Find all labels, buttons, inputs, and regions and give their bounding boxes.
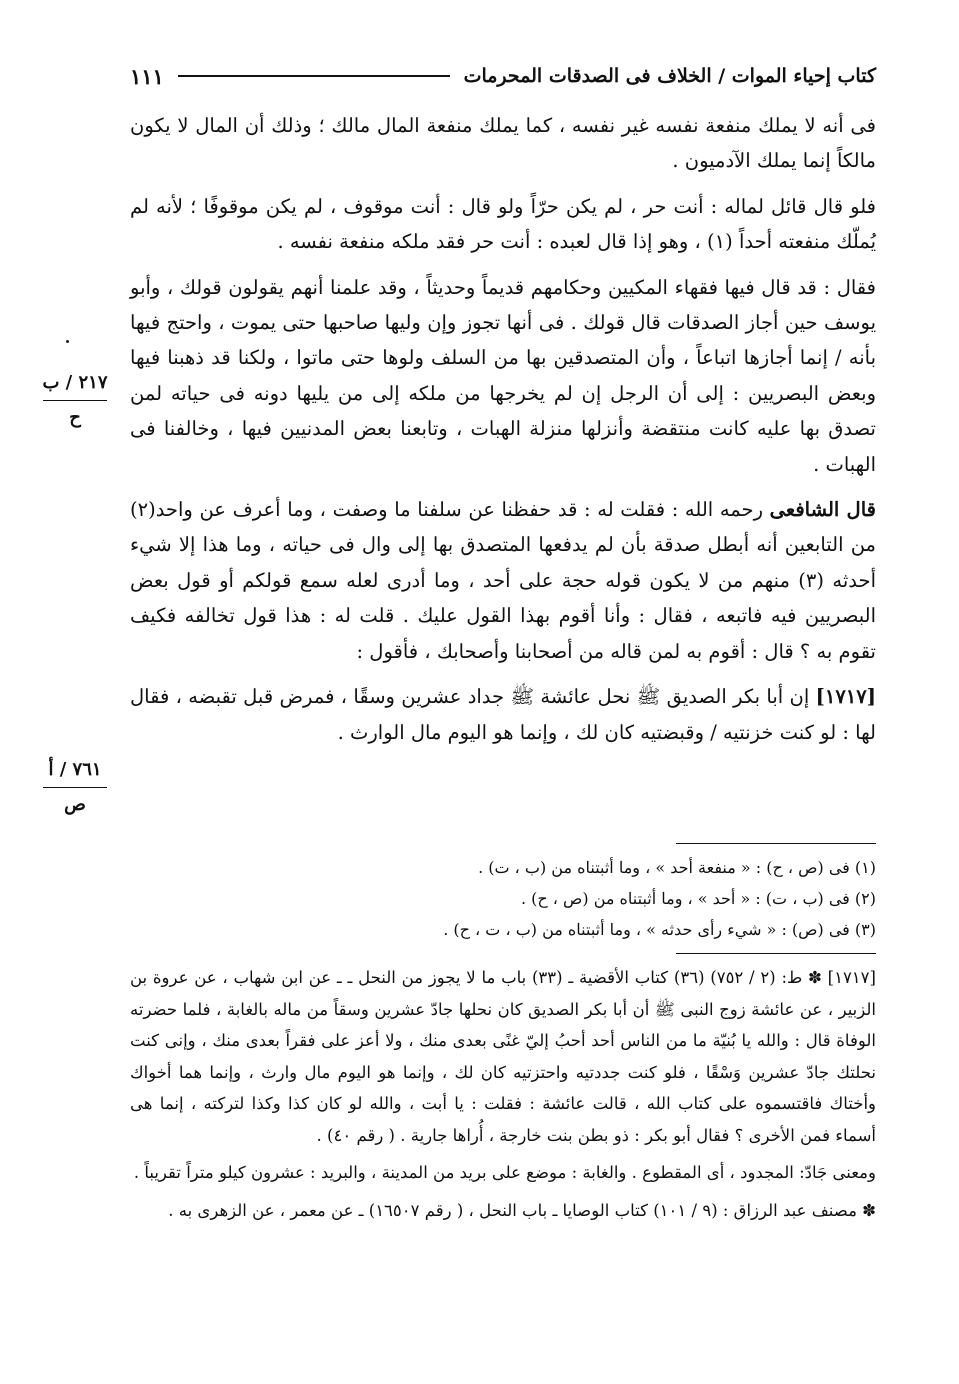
paragraph (130, 189, 876, 260)
running-header (130, 56, 876, 96)
margin-dot (66, 340, 69, 343)
commentary-paragraph: ✽ مصنف عبد الرزاق : (٩ / ١٠١) كتاب الوصايا ـ باب النحل ، ( رقم ١٦٥٠٧) ـ عن معمر ، عن الزهرى به . (168, 1200, 876, 1220)
footnote-separator (676, 843, 876, 844)
margin-ref-ms: ص (64, 794, 86, 815)
margin-ref-folio: ٢١٧ / ب (42, 372, 108, 393)
margin-ref-ms: ح (69, 407, 81, 428)
margin-reference-2 (30, 755, 120, 820)
footnote: (٢) فى (ب ، ت) : « أحد » ، وما أثبتناه من (ص ، ح) . (520, 889, 876, 908)
margin-ref-folio: ٧٦١ / أ (48, 759, 102, 780)
paragraph (130, 679, 876, 750)
header-rule (178, 75, 450, 77)
margin-ref-rule (43, 400, 107, 401)
paragraph (130, 108, 876, 179)
takhrij-commentary (130, 962, 876, 1232)
paragraph-text: فلو قال قائل لماله : أنت حر ، لم يكن حرّاً ولو قال : أنت موقوف ، لم يكن موقوفًا ؛ لأنه لم يُملّك منفعته أحداً (١) ، وهو إذا قال لعبده : أنت حر فقد ملكه منفعة نفسه . (130, 194, 876, 254)
paragraph (130, 270, 876, 482)
commentary-paragraph: [١٧١٧] ✽ ط: (٢ / ٧٥٢) (٣٦) كتاب الأقضية ـ (٣٣) باب ما لا يجوز من النحل ـ ـ عن ابن شهاب ، عن عروة بن الزبير ، عن عائشة زوج النبى ﷺ أن أبا بكر الصديق كان نحلها جادّ عشرين وسقاً من ماله بالغابة ، فلما حضرته الوفاة قال : والله يا بُنيّة ما من الناس أحد أحبُ إليّ غنًى بعدى منك ، ولا أعز على فقراً بعدى منك ، وإنى كنت نحلتك جادّ عشرين وَسْقًا ، فلو كنت جددتيه واحتزتيه كان لك ، وإنما هو اليوم مال وارث ، وإنما هما أخواك وأختاك فاقتسموه على كتاب الله ، قالت عائشة : فقلت : يا أبت ، والله لو كان كذا وكذا لتركته ، إنما هى أسماء فمن الأخرى ؟ فقال أبو بكر : ذو بطن بنت خارجة ، أُراها جارية . ( رقم ٤٠) . (130, 968, 876, 1145)
paragraph (130, 492, 876, 669)
main-text (130, 108, 876, 760)
paragraph-text: فقال : قد قال فيها فقهاء المكيين وحكامهم قديماً وحديثاً ، وقد علمنا أنهم يقولون قولك ، وأبو يوسف حين أجاز الصدقات قال قولك . فى أنها تجوز وإن وليها صاحبها حتى يموت ، واحتج فيها بأنه / إنما أجازها اتباعاً ، وأن المتصدقين بها من السلف ولوها حتى ماتوا ، ولكنا قد ذهبنا فيها وبعض البصريين : إلى أن الرجل إن لم يخرجها من ملكه إلى من يليها دونه فى حياته لمن تصدق بها عليه كانت منتقضة وأنزلها منزلة الهبات ، وتابعنا بعض المدنيين فيها ، وخالفنا فى الهبات . (130, 275, 876, 476)
footnote: (٣) فى (ص) : « شيء رأى حدثه » ، وما أثبتناه من (ب ، ت ، ح) . (443, 920, 876, 939)
paragraph-text: إن أبا بكر الصديق ﷺ نحل عائشة ﷺ جداد عشرين وسقًا ، فمرض قبل تقبضه ، فقال لها : لو كنت خزنتيه / وقبضتيه كان لك ، وإنما هو اليوم مال الوارث . (130, 685, 876, 744)
commentary-separator (676, 953, 876, 954)
margin-ref-rule (43, 787, 107, 788)
page-number: ١١١ (130, 63, 164, 89)
header-title: كتاب إحياء الموات / الخلاف فى الصدقات المحرمات (463, 65, 876, 87)
commentary-paragraph: ومعنى جَادّ: المجدود ، أى المقطوع . والغابة : موضع على بريد من المدينة ، والبريد : عشرون كيلو متراً تقريباً . (133, 1163, 876, 1182)
footnote: (١) فى (ص ، ح) : « منفعة أحد » ، وما أثبتناه من (ب ، ت) . (478, 858, 876, 877)
hadith-number: [١٧١٧] (815, 685, 876, 709)
paragraph-text: رحمه الله : فقلت له : قد حفظنا عن سلفنا ما وصفت ، وما أعرف عن واحد(٢) من التابعين أنه أبطل صدقة بأن لم يدفعها المتصدق بها إلى وال فى حياته ، وما هذا إلا شيء أحدثه (٣) منهم من لا يكون قوله حجة على أحد ، وما أدرى لعله سمع قولكم أو قول بعض البصريين فيه فاتبعه ، فقال : وأنا أقوم بهذا القول عليك . قلت له : هذا قول تخالفه فكيف تقوم به ؟ قال : أقوم به لمن قاله من أصحابنا وأصحابك ، فأقول : (130, 498, 876, 663)
paragraph-lead: قال الشافعى (769, 498, 876, 522)
paragraph-text: فى أنه لا يملك منفعة نفسه غير نفسه ، كما يملك منفعة المال مالك ؛ وذلك أن المال لا يكون مالكاً إنما يملك الآدميون . (130, 114, 876, 173)
margin-reference-1 (30, 368, 120, 433)
footnotes (130, 852, 876, 945)
